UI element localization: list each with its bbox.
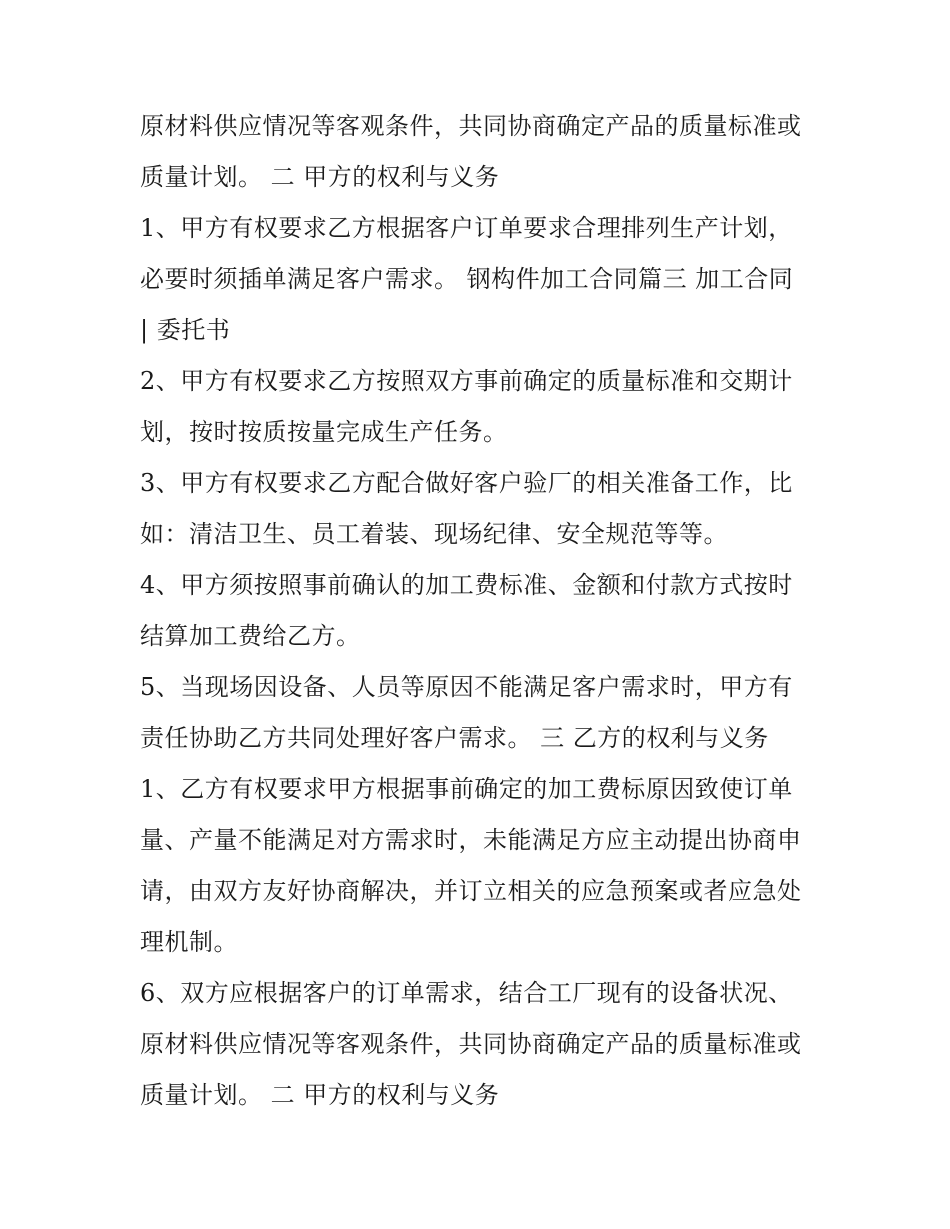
text-line: 3、甲方有权要求乙方配合做好客户验厂的相关准备工作，比 bbox=[140, 469, 793, 497]
text-line: 必要时须插单满足客户需求。 钢构件加工合同篇三 加工合同 bbox=[140, 265, 794, 293]
text-line: 4、甲方须按照事前确认的加工费标准、金额和付款方式按时 bbox=[140, 571, 793, 599]
text-line: 请，由双方友好协商解决，并订立相关的应急预案或者应急处 bbox=[140, 877, 802, 905]
text-line: 2、甲方有权要求乙方按照双方事前确定的质量标准和交期计 bbox=[140, 367, 793, 395]
text-line: 质量计划。 二 甲方的权利与义务 bbox=[140, 163, 500, 191]
text-line: 5、当现场因设备、人员等原因不能满足客户需求时，甲方有 bbox=[140, 673, 793, 701]
text-line: | 委托书 bbox=[140, 316, 231, 344]
text-line: 如：清洁卫生、员工着装、现场纪律、安全规范等等。 bbox=[140, 520, 728, 548]
text-line: 1、甲方有权要求乙方根据客户订单要求合理排列生产计划， bbox=[140, 214, 793, 242]
text-line: 划，按时按质按量完成生产任务。 bbox=[140, 418, 508, 446]
text-line: 理机制。 bbox=[140, 928, 238, 956]
text-line: 原材料供应情况等客观条件，共同协商确定产品的质量标准或 bbox=[140, 112, 802, 140]
text-line: 6、双方应根据客户的订单需求，结合工厂现有的设备状况、 bbox=[140, 979, 793, 1007]
text-line: 责任协助乙方共同处理好客户需求。 三 乙方的权利与义务 bbox=[140, 724, 769, 752]
text-line: 原材料供应情况等客观条件，共同协商确定产品的质量标准或 bbox=[140, 1030, 802, 1058]
document-body bbox=[140, 101, 840, 1121]
text-line: 质量计划。 二 甲方的权利与义务 bbox=[140, 1081, 500, 1109]
text-line: 量、产量不能满足对方需求时，未能满足方应主动提出协商申 bbox=[140, 826, 802, 854]
text-line: 1、乙方有权要求甲方根据事前确定的加工费标原因致使订单 bbox=[140, 775, 793, 803]
text-line: 结算加工费给乙方。 bbox=[140, 622, 361, 650]
